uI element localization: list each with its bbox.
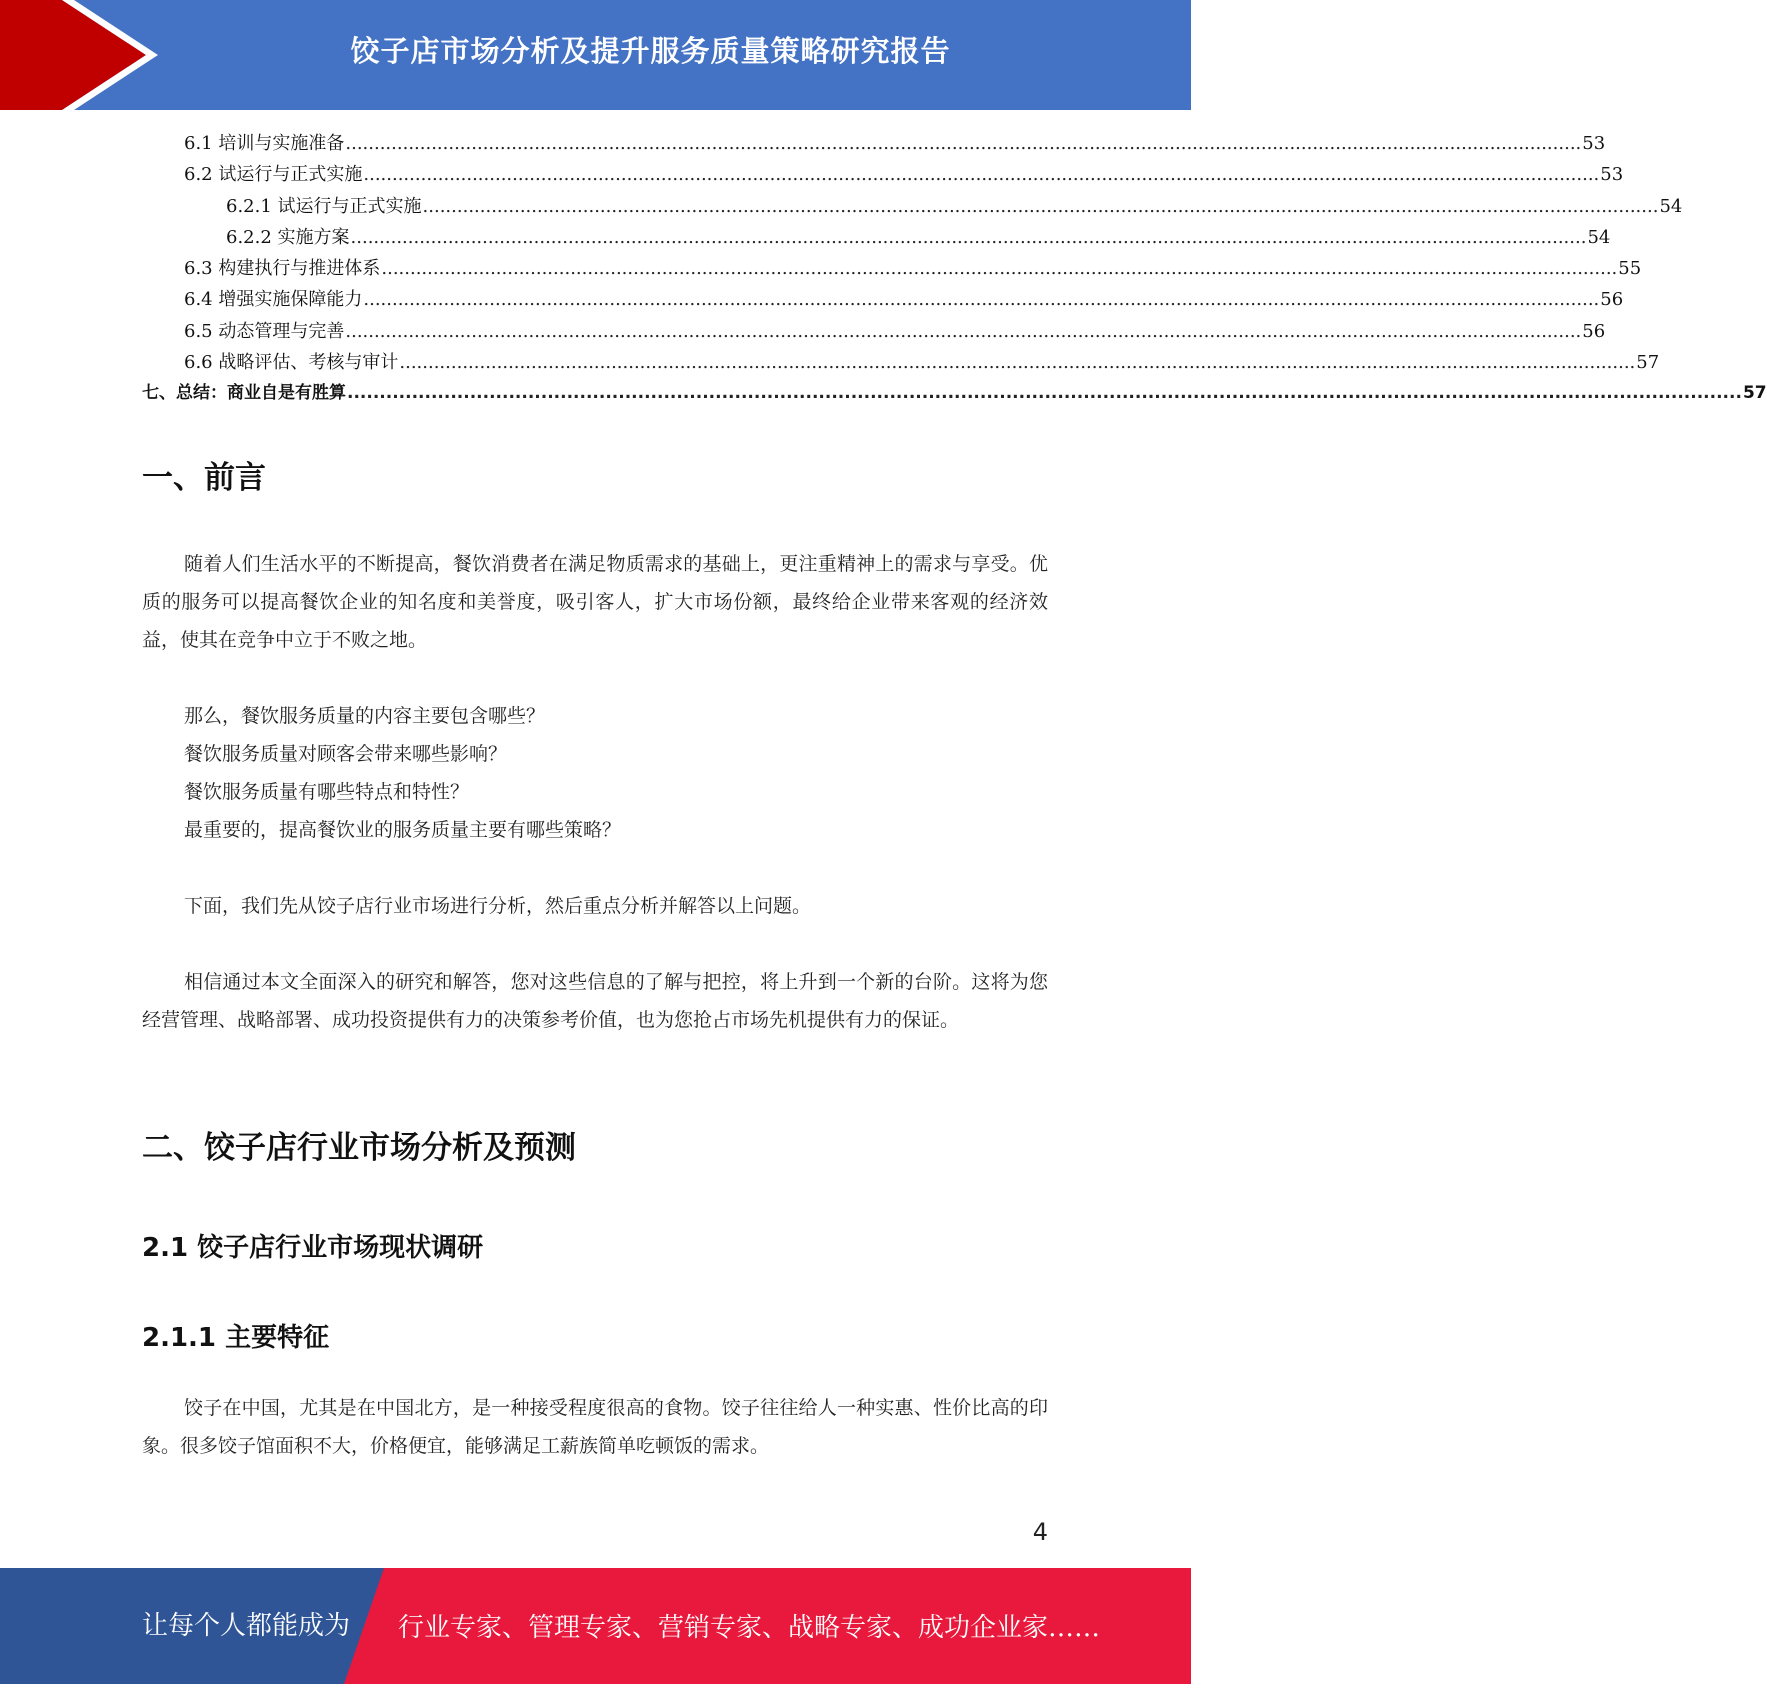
toc-num: 6.4 xyxy=(184,289,213,311)
toc-label: 战略评估、考核与审计 xyxy=(218,352,399,374)
toc-page: 57 xyxy=(1636,352,1660,374)
toc-row[interactable] xyxy=(142,191,1683,222)
toc-page: 53 xyxy=(1600,164,1624,186)
table-of-contents xyxy=(142,128,1767,410)
toc-row[interactable] xyxy=(142,222,1611,253)
footer-slogan-right: 行业专家、管理专家、营销专家、战略专家、成功企业家…… xyxy=(398,1613,1101,1643)
toc-num: 6.2.1 xyxy=(226,195,272,217)
question-line: 餐饮服务质量有哪些特点和特性？ xyxy=(184,781,470,803)
toc-num: 七、 xyxy=(142,383,176,404)
toc-leader: ........................................................................................................................................................................................................................ xyxy=(399,352,1636,374)
toc-num: 6.6 xyxy=(184,352,213,374)
toc-leader: ........................................................................................................................................................................................................................ xyxy=(422,195,1659,217)
toc-row[interactable] xyxy=(142,128,1606,159)
page-footer xyxy=(0,1568,1191,1684)
toc-num: 6.5 xyxy=(184,320,213,342)
toc-leader: ........................................................................................................................................................................................................................ xyxy=(363,164,1600,186)
paragraph: 随着人们生活水平的不断提高，餐饮消费者在满足物质需求的基础上，更注重精神上的需求与享受。优质的服务可以提高餐饮企业的知名度和美誉度，吸引客人，扩大市场份额，最终给企业带来客观的经济效益，使其在竞争中立于不败之地。 xyxy=(142,553,1048,651)
toc-num: 6.2.2 xyxy=(226,226,272,248)
header-title: 饺子店市场分析及提升服务质量策略研究报告 xyxy=(350,34,951,68)
page-header xyxy=(0,0,1191,110)
toc-row[interactable] xyxy=(142,159,1624,190)
toc-leader: ........................................................................................................................................................................................................................ xyxy=(345,320,1582,342)
toc-page: 56 xyxy=(1600,289,1624,311)
paragraph: 相信通过本文全面深入的研究和解答，您对这些信息的了解与把控，将上升到一个新的台阶。这将为您经营管理、战略部署、成功投资提供有力的决策参考价值，也为您抢占市场先机提供有力的保证。 xyxy=(142,971,1048,1031)
toc-num: 6.2 xyxy=(184,164,213,186)
question-line: 餐饮服务质量对顾客会带来哪些影响？ xyxy=(184,743,508,765)
subsection-heading: 2.1 饺子店行业市场现状调研 xyxy=(142,1233,484,1263)
toc-row[interactable] xyxy=(142,378,1767,409)
paragraph: 下面，我们先从饺子店行业市场进行分析，然后重点分析并解答以上问题。 xyxy=(184,895,812,917)
subsection-heading: 2.1.1 主要特征 xyxy=(142,1323,330,1353)
question-line: 那么，餐饮服务质量的内容主要包含哪些？ xyxy=(184,705,546,727)
toc-label: 培训与实施准备 xyxy=(218,133,345,154)
toc-page: 54 xyxy=(1659,195,1683,217)
toc-label: 构建执行与推进体系 xyxy=(218,258,381,280)
toc-row[interactable] xyxy=(142,347,1660,378)
toc-label: 动态管理与完善 xyxy=(218,320,345,342)
toc-num: 6.1 xyxy=(184,133,213,154)
page-number: 4 xyxy=(1032,1518,1048,1546)
toc-page: 55 xyxy=(1618,258,1642,280)
toc-label: 总结：商业自是有胜算 xyxy=(176,383,346,404)
toc-label: 试运行与正式实施 xyxy=(218,164,363,186)
toc-leader: ........................................................................................................................................................................................................................ xyxy=(347,383,1742,404)
toc-page: 57 xyxy=(1742,383,1767,404)
toc-label: 增强实施保障能力 xyxy=(218,289,363,311)
toc-leader: ........................................................................................................................................................................................................................ xyxy=(363,289,1600,311)
toc-leader: ........................................................................................................................................................................................................................ xyxy=(345,133,1582,154)
section-heading: 二、饺子店行业市场分析及预测 xyxy=(142,1130,576,1166)
paragraph: 饺子在中国，尤其是在中国北方，是一种接受程度很高的食物。饺子往往给人一种实惠、性价比高的印象。很多饺子馆面积不大，价格便宜，能够满足工薪族简单吃顿饭的需求。 xyxy=(142,1397,1048,1457)
footer-slogan-left: 让每个人都能成为 xyxy=(142,1611,351,1641)
toc-page: 56 xyxy=(1582,320,1606,342)
section-heading: 一、前言 xyxy=(142,460,266,496)
toc-label: 实施方案 xyxy=(277,226,350,248)
toc-num: 6.3 xyxy=(184,258,213,280)
toc-page: 53 xyxy=(1582,133,1606,154)
toc-leader: ........................................................................................................................................................................................................................ xyxy=(381,258,1618,280)
toc-row[interactable] xyxy=(142,284,1624,315)
toc-page: 54 xyxy=(1587,226,1611,248)
toc-label: 试运行与正式实施 xyxy=(277,195,422,217)
toc-leader: ........................................................................................................................................................................................................................ xyxy=(350,226,1587,248)
toc-row[interactable] xyxy=(142,253,1642,284)
question-line: 最重要的，提高餐饮业的服务质量主要有哪些策略？ xyxy=(184,819,622,841)
toc-row[interactable] xyxy=(142,316,1606,347)
